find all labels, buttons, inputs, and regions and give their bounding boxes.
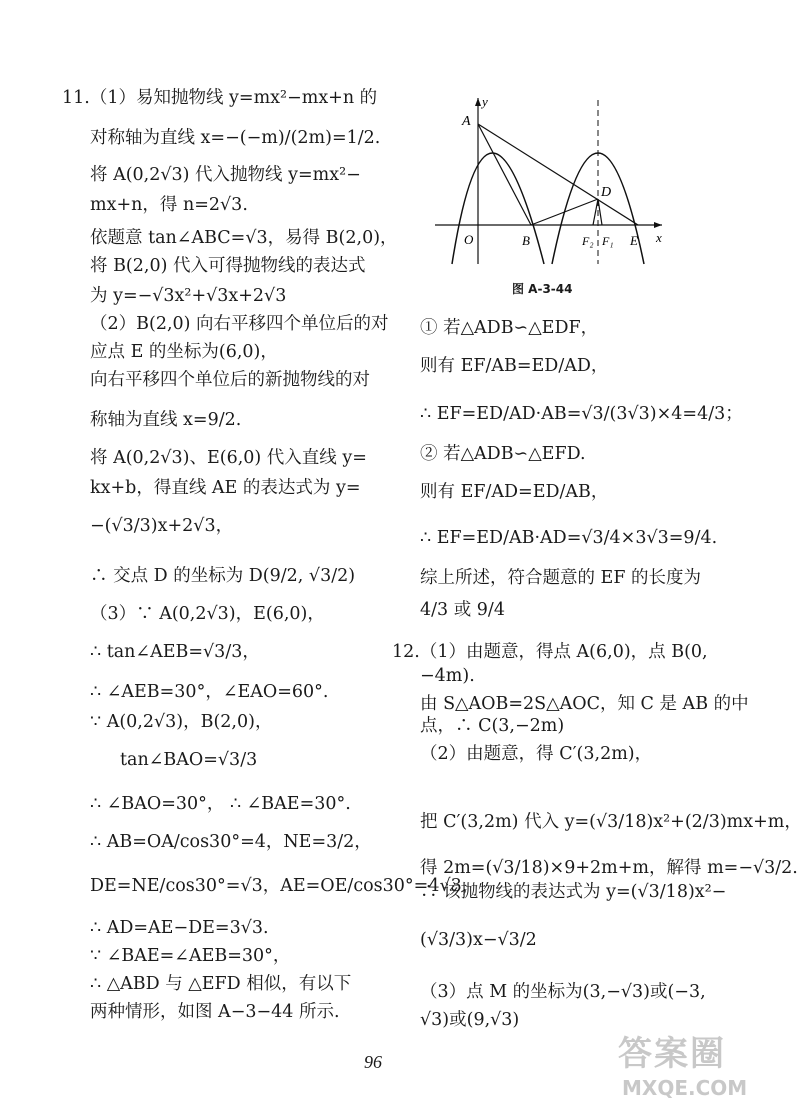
- text-line: ∴ 该抛物线的表达式为 y=(√3/18)x²−: [420, 882, 727, 902]
- text-line: 将 A(0,2√3) 代入抛物线 y=mx²−: [90, 165, 361, 185]
- text-line: 对称轴为直线 x=−(−m)/(2m)=1/2.: [90, 128, 381, 148]
- text-line: ② 若△ADB∽△EFD.: [420, 444, 586, 464]
- text-line: 向右平移四个单位后的新抛物线的对: [90, 370, 370, 390]
- label-x: x: [656, 230, 662, 245]
- label-o: O: [464, 232, 474, 247]
- text-line: 12.（1）由题意，得点 A(6,0)，点 B(0,: [392, 642, 708, 662]
- label-f2: F₂: [582, 234, 594, 248]
- text-line: ∴ 交点 D 的坐标为 D(9/2, √3/2): [90, 566, 356, 586]
- text-line: （3）点 M 的坐标为(3,−√3)或(−3,: [420, 982, 706, 1002]
- text-line: tan∠BAO=√3/3: [120, 750, 258, 770]
- watermark-logo: 答案圈: [618, 1034, 726, 1074]
- parabola-figure: [430, 92, 670, 272]
- text-line: 综上所述，符合题意的 EF 的长度为: [420, 568, 702, 588]
- text-line: （3）∵ A(0,2√3)，E(6,0)，: [90, 604, 325, 624]
- text-line: ∴ AB=OA/cos30°=4，NE=3/2，: [90, 832, 372, 852]
- text-line: 由 S△AOB=2S△AOC，知 C 是 AB 的中: [420, 694, 749, 714]
- text-line: ∵ A(0,2√3)，B(2,0)，: [90, 712, 273, 732]
- text-line: 得 2m=(√3/18)×9+2m+m，解得 m=−√3/2.: [420, 858, 798, 878]
- watermark-url: MXQE.COM: [622, 1076, 748, 1100]
- label-a: A: [462, 114, 471, 129]
- figure-caption: 图 A-3-44: [512, 282, 573, 296]
- text-line: DE=NE/cos30°=√3，AE=OE/cos30°=4√3，: [90, 876, 480, 896]
- text-line: 11.（1）易知抛物线 y=mx²−mx+n 的: [62, 88, 378, 108]
- text-line: 点，∴ C(3,−2m): [420, 716, 565, 736]
- text-line: (√3/3)x−√3/2: [420, 930, 537, 950]
- x-arrow: [654, 222, 662, 228]
- label-f1: F₁: [602, 234, 614, 248]
- text-line: mx+n，得 n=2√3.: [90, 195, 248, 215]
- text-line: ∴ tan∠AEB=√3/3，: [90, 642, 260, 662]
- segment-df2: [593, 199, 598, 225]
- segment-bd: [531, 199, 598, 225]
- page-number: 96: [364, 1052, 382, 1072]
- text-line: 把 C′(3,2m) 代入 y=(√3/18)x²+(2/3)mx+m，: [420, 812, 802, 832]
- text-line: 依题意 tan∠ABC=√3，易得 B(2,0)，: [90, 228, 398, 248]
- text-line: 4/3 或 9/4: [420, 600, 505, 620]
- text-line: ① 若△ADB∽△EDF，: [420, 318, 599, 338]
- text-line: ∴ EF=ED/AB·AD=√3/4×3√3=9/4.: [420, 528, 718, 548]
- label-y: y: [482, 94, 488, 109]
- text-line: ∴ △ABD 与 △EFD 相似，有以下: [90, 974, 352, 994]
- text-line: ∵ ∠BAE=∠AEB=30°，: [90, 946, 291, 966]
- text-line: 为 y=−√3x²+√3x+2√3: [90, 286, 287, 306]
- text-line: ∴ ∠BAO=30°， ∴ ∠BAE=30°.: [90, 794, 351, 814]
- text-line: 应点 E 的坐标为(6,0)，: [90, 342, 278, 362]
- label-b: B: [522, 233, 530, 248]
- text-line: ∴ EF=ED/AD·AB=√3/(3√3)×4=4/3；: [420, 404, 743, 424]
- text-line: 则有 EF/AB=ED/AD，: [420, 356, 609, 376]
- text-line: ∴ AD=AE−DE=3√3.: [90, 918, 269, 938]
- text-line: −4m).: [420, 666, 475, 686]
- text-line: （2）B(2,0) 向右平移四个单位后的对: [90, 314, 389, 334]
- text-line: 则有 EF/AD=ED/AB，: [420, 482, 609, 502]
- text-line: （2）由题意，得 C′(3,2m)，: [420, 744, 653, 764]
- label-e: E: [630, 233, 638, 248]
- text-line: 将 B(2,0) 代入可得抛物线的表达式: [90, 256, 366, 276]
- y-arrow: [475, 98, 481, 106]
- segment-df1: [598, 199, 602, 225]
- segment-ae: [478, 124, 638, 225]
- text-line: 将 A(0,2√3)、E(6,0) 代入直线 y=: [90, 448, 367, 468]
- parabola-left: [452, 153, 544, 264]
- text-line: 称轴为直线 x=9/2.: [90, 410, 242, 430]
- text-line: −(√3/3)x+2√3，: [90, 516, 234, 536]
- text-line: √3)或(9,√3): [420, 1010, 520, 1030]
- text-line: ∴ ∠AEB=30°，∠EAO=60°.: [90, 682, 329, 702]
- text-line: 两种情形，如图 A−3−44 所示.: [90, 1002, 340, 1022]
- text-line: kx+b，得直线 AE 的表达式为 y=: [90, 478, 361, 498]
- segment-ab: [478, 124, 531, 225]
- label-d: D: [601, 185, 612, 200]
